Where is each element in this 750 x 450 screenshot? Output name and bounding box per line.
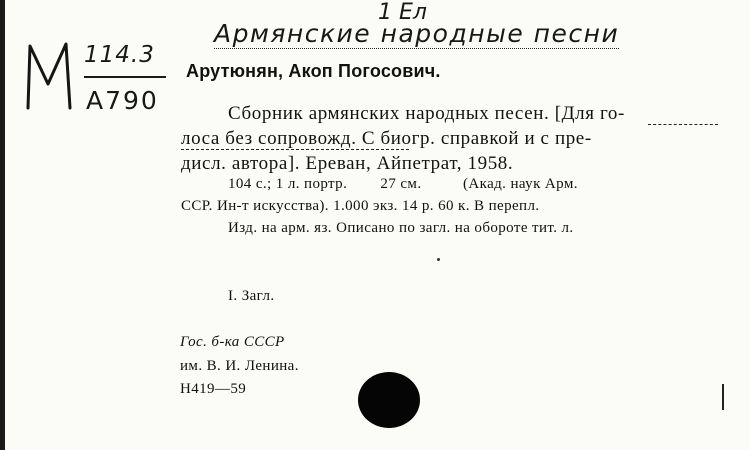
collation-line-1: 104 с.; 1 л. портр. 27 см. (Акад. наук Арм.: [228, 176, 578, 192]
description-line-1: Сборник армянских народных песен. [Для го-: [228, 103, 625, 124]
shelfmark-divider: [84, 76, 166, 78]
card-left-edge: [0, 0, 5, 450]
handwritten-title: Армянские народные песни: [214, 19, 620, 48]
author-heading: Арутюнян, Акоп Погосович.: [186, 61, 441, 81]
library-name-line-2: им. В. И. Ленина.: [180, 358, 299, 374]
shelfmark-letter-m: [24, 40, 74, 112]
ink-speck: [437, 258, 440, 261]
shelfmark-author-mark: А790: [86, 86, 159, 115]
handwritten-top-note: 1 Ел: [378, 0, 427, 25]
library-card-number: Н419—59: [180, 381, 247, 397]
tracing-entry: I. Загл.: [228, 288, 275, 304]
handwritten-underline-2: [181, 149, 409, 150]
handwritten-underline-1: [648, 124, 718, 125]
description-line-3: дисл. автора]. Ереван, Айпетрат, 1958.: [181, 153, 514, 174]
library-name-line-1: Гос. б-ка СССР: [180, 334, 285, 350]
description-line-2: лоса без сопровожд. С биогр. справкой и с пре-: [181, 128, 592, 149]
collation-line-2: ССР. Ин-т искусства). 1.000 экз. 14 р. 60 к. В перепл.: [181, 198, 540, 214]
edge-mark: [722, 384, 724, 410]
shelfmark-class-number: 114.3: [84, 42, 155, 68]
collation-line-3: Изд. на арм. яз. Описано по загл. на обороте тит. л.: [228, 220, 574, 236]
punch-hole: [358, 372, 420, 428]
